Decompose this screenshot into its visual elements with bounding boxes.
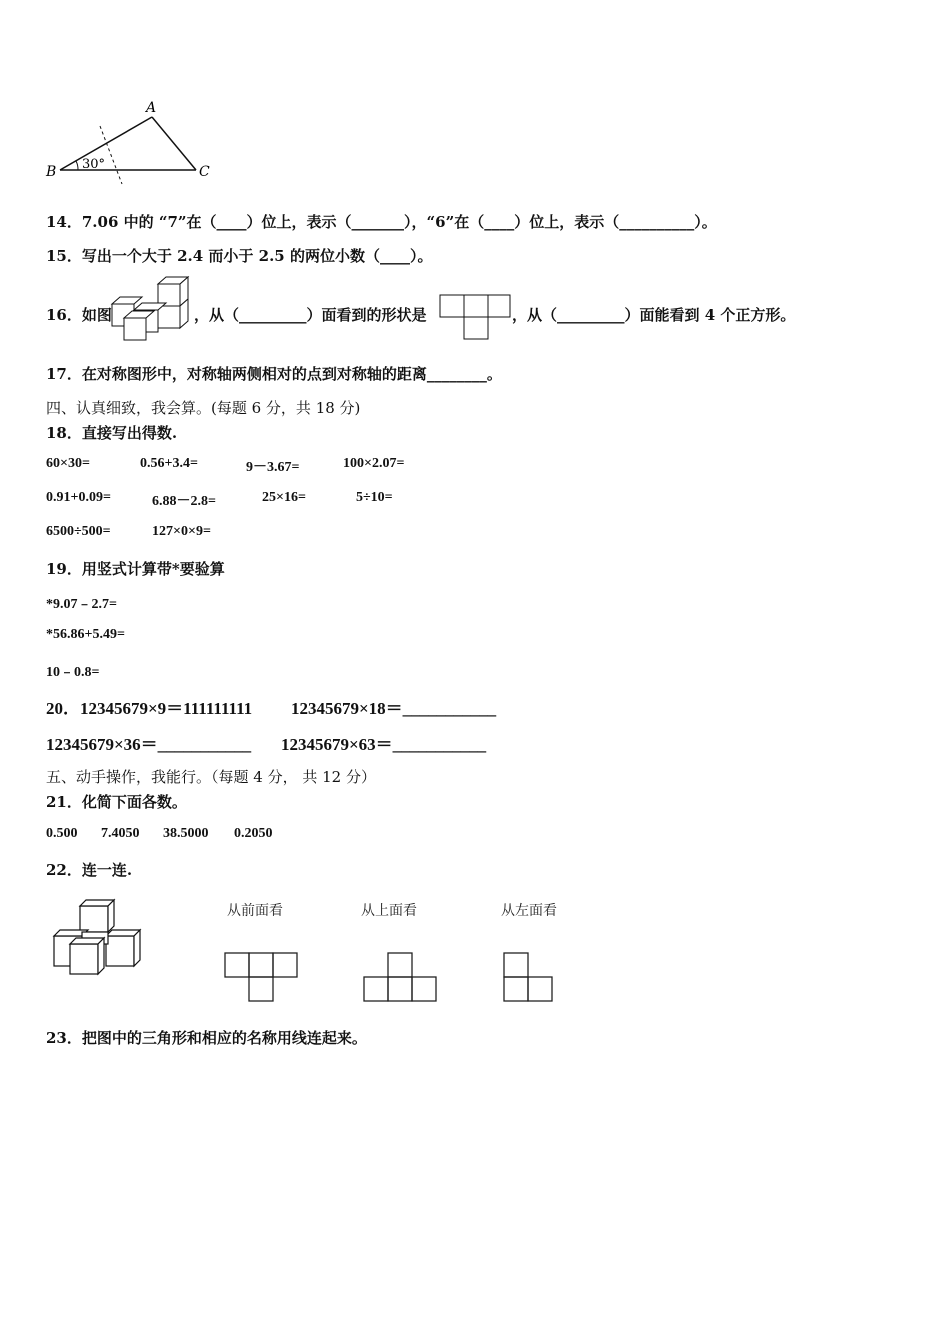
calc-item: 6.88－2.8= (152, 494, 216, 509)
calc-item: 0.91+0.09= (46, 490, 111, 505)
number-item: 7.4050 (101, 826, 140, 841)
question-23: 23．把图中的三角形和相应的名称用线连起来。 (46, 1029, 367, 1047)
question-20-part-1: 20．12345679×9＝111111111 (46, 699, 253, 718)
question-16-middle: ，从（_________）面看到的形状是 (194, 306, 427, 324)
question-19-title: 19．用竖式计算带*要验算 (46, 560, 225, 578)
cube-stack-figure (110, 274, 192, 342)
triangle-figure (40, 98, 220, 190)
question-20-part-2: 12345679×18＝___________ (291, 699, 497, 718)
section-5-heading: 五、动手操作，我能行。（每题 4 分， 共 12 分） (46, 768, 376, 786)
front-view-shape (222, 950, 302, 1004)
number-item: 38.5000 (163, 826, 209, 841)
calc-item: 100×2.07= (343, 456, 405, 471)
vertex-label-c: C (199, 164, 210, 180)
block-structure-figure (48, 896, 152, 980)
view-shape-figure (438, 292, 512, 342)
question-20-part-3: 12345679×36＝___________ (46, 735, 252, 754)
calc-item: 0.56+3.4= (140, 456, 198, 471)
question-14: 14．7.06 中的 “7”在（____）位上，表示（_______），“6”在（____）位上，表示（__________）。 (46, 213, 717, 231)
vertex-label-b: B (46, 164, 57, 180)
question-16-prefix: 16．如图 (46, 306, 112, 324)
view-title-top: 从上面看 (361, 903, 417, 919)
number-item: 0.2050 (234, 826, 273, 841)
calc-item: 5÷10= (356, 490, 393, 505)
question-20-part-4: 12345679×63＝___________ (281, 735, 487, 754)
calc-item: 9－3.67= (246, 460, 300, 475)
question-15: 15．写出一个大于 2.4 而小于 2.5 的两位小数（____）。 (46, 247, 433, 265)
angle-label: 30° (82, 157, 106, 172)
view-title-front: 从前面看 (227, 903, 283, 919)
question-16-suffix: ，从（_________）面能看到 4 个正方形。 (512, 306, 796, 324)
question-17: 17．在对称图形中，对称轴两侧相对的点到对称轴的距离________。 (46, 365, 502, 383)
calc-item: 6500÷500= (46, 524, 111, 539)
question-21-title: 21．化简下面各数。 (46, 793, 187, 811)
q19-item-3: 10﹣0.8= (46, 665, 100, 680)
question-22-title: 22．连一连. (46, 861, 133, 879)
number-item: 0.500 (46, 826, 78, 841)
question-18-title: 18．直接写出得数. (46, 424, 178, 442)
view-title-left: 从左面看 (501, 903, 557, 919)
calc-item: 60×30= (46, 456, 90, 471)
q19-item-2: *56.86+5.49= (46, 627, 125, 642)
top-view-shape (360, 950, 440, 1004)
vertex-label-a: A (146, 100, 157, 116)
calc-item: 25×16= (262, 490, 306, 505)
section-4-heading: 四、认真细致，我会算。(每题 6 分，共 18 分) (46, 399, 361, 417)
q19-item-1: *9.07﹣2.7= (46, 597, 117, 612)
left-view-shape (500, 950, 556, 1004)
calc-item: 127×0×9= (152, 524, 211, 539)
